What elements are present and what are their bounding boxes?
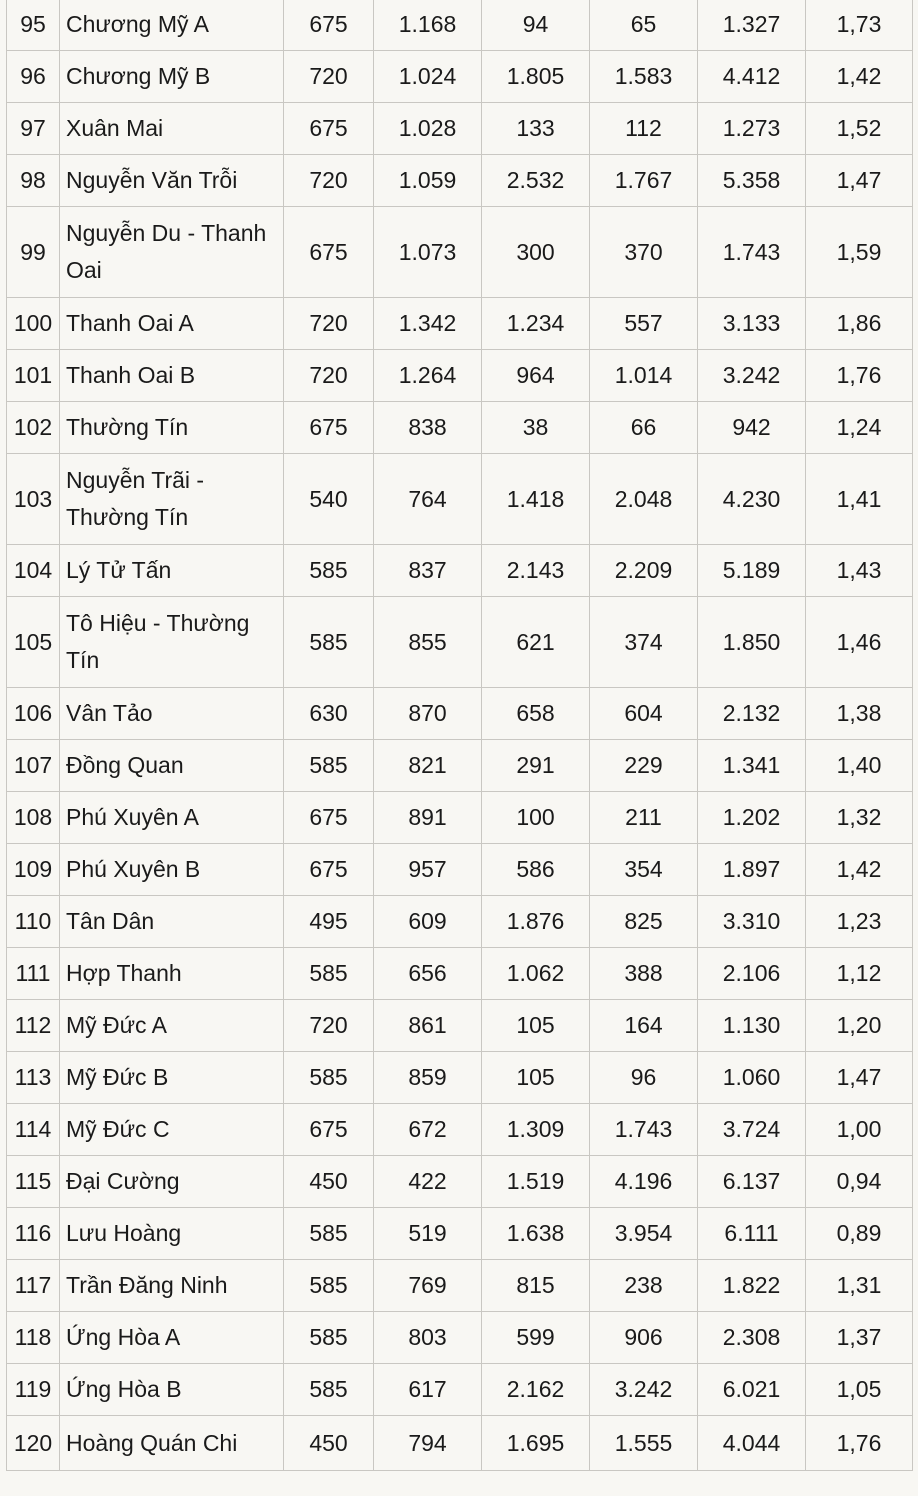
cell-value: 859 <box>374 1052 482 1104</box>
row-number: 111 <box>7 948 60 1000</box>
school-name: Nguyễn Trãi - Thường Tín <box>60 454 284 545</box>
cell-value: 388 <box>590 948 698 1000</box>
school-name: Xuân Mai <box>60 103 284 155</box>
cell-value: 1,59 <box>806 207 913 298</box>
row-number: 118 <box>7 1312 60 1364</box>
row-number: 109 <box>7 844 60 896</box>
cell-value: 1.073 <box>374 207 482 298</box>
cell-value: 422 <box>374 1156 482 1208</box>
cell-value: 4.412 <box>698 51 806 103</box>
cell-value: 540 <box>284 454 374 545</box>
cell-value: 675 <box>284 0 374 51</box>
row-number: 112 <box>7 1000 60 1052</box>
row-number: 120 <box>7 1416 60 1471</box>
cell-value: 855 <box>374 597 482 688</box>
table-row <box>7 1312 913 1364</box>
school-name: Tô Hiệu - Thường Tín <box>60 597 284 688</box>
cell-value: 720 <box>284 51 374 103</box>
cell-value: 609 <box>374 896 482 948</box>
cell-value: 2.132 <box>698 688 806 740</box>
cell-value: 656 <box>374 948 482 1000</box>
cell-value: 837 <box>374 545 482 597</box>
cell-value: 354 <box>590 844 698 896</box>
cell-value: 238 <box>590 1260 698 1312</box>
table-row <box>7 688 913 740</box>
cell-value: 1,43 <box>806 545 913 597</box>
row-number: 106 <box>7 688 60 740</box>
school-name: Tân Dân <box>60 896 284 948</box>
row-number: 95 <box>7 0 60 51</box>
cell-value: 585 <box>284 1052 374 1104</box>
school-name: Ứng Hòa B <box>60 1364 284 1416</box>
row-number: 105 <box>7 597 60 688</box>
cell-value: 764 <box>374 454 482 545</box>
cell-value: 803 <box>374 1312 482 1364</box>
cell-value: 794 <box>374 1416 482 1471</box>
cell-value: 2.106 <box>698 948 806 1000</box>
row-number: 107 <box>7 740 60 792</box>
table-row <box>7 740 913 792</box>
cell-value: 1.897 <box>698 844 806 896</box>
cell-value: 1.743 <box>590 1104 698 1156</box>
row-number: 98 <box>7 155 60 207</box>
cell-value: 374 <box>590 597 698 688</box>
cell-value: 1.130 <box>698 1000 806 1052</box>
cell-value: 4.196 <box>590 1156 698 1208</box>
cell-value: 3.724 <box>698 1104 806 1156</box>
table-row <box>7 454 913 545</box>
table-row <box>7 51 913 103</box>
cell-value: 6.021 <box>698 1364 806 1416</box>
table-row <box>7 844 913 896</box>
school-name: Mỹ Đức C <box>60 1104 284 1156</box>
cell-value: 2.532 <box>482 155 590 207</box>
cell-value: 3.242 <box>590 1364 698 1416</box>
table-row <box>7 545 913 597</box>
cell-value: 1,31 <box>806 1260 913 1312</box>
cell-value: 1,76 <box>806 1416 913 1471</box>
cell-value: 0,89 <box>806 1208 913 1260</box>
cell-value: 1,52 <box>806 103 913 155</box>
cell-value: 1,42 <box>806 844 913 896</box>
cell-value: 1,41 <box>806 454 913 545</box>
row-number: 110 <box>7 896 60 948</box>
cell-value: 1.695 <box>482 1416 590 1471</box>
table-row <box>7 155 913 207</box>
row-number: 96 <box>7 51 60 103</box>
cell-value: 96 <box>590 1052 698 1104</box>
row-number: 97 <box>7 103 60 155</box>
cell-value: 815 <box>482 1260 590 1312</box>
row-number: 103 <box>7 454 60 545</box>
school-enrollment-table <box>6 0 913 1471</box>
cell-value: 1.028 <box>374 103 482 155</box>
table-row <box>7 103 913 155</box>
cell-value: 1.876 <box>482 896 590 948</box>
cell-value: 720 <box>284 298 374 350</box>
row-number: 116 <box>7 1208 60 1260</box>
cell-value: 621 <box>482 597 590 688</box>
cell-value: 838 <box>374 402 482 454</box>
cell-value: 0,94 <box>806 1156 913 1208</box>
cell-value: 675 <box>284 103 374 155</box>
cell-value: 630 <box>284 688 374 740</box>
cell-value: 891 <box>374 792 482 844</box>
cell-value: 675 <box>284 402 374 454</box>
cell-value: 2.048 <box>590 454 698 545</box>
school-name: Đồng Quan <box>60 740 284 792</box>
cell-value: 1.519 <box>482 1156 590 1208</box>
cell-value: 720 <box>284 1000 374 1052</box>
cell-value: 585 <box>284 545 374 597</box>
cell-value: 1,40 <box>806 740 913 792</box>
table-row <box>7 792 913 844</box>
row-number: 115 <box>7 1156 60 1208</box>
cell-value: 1.418 <box>482 454 590 545</box>
cell-value: 66 <box>590 402 698 454</box>
table-row <box>7 1156 913 1208</box>
school-name: Trần Đăng Ninh <box>60 1260 284 1312</box>
school-name: Đại Cường <box>60 1156 284 1208</box>
table-row <box>7 896 913 948</box>
table-row <box>7 1364 913 1416</box>
cell-value: 164 <box>590 1000 698 1052</box>
cell-value: 3.242 <box>698 350 806 402</box>
cell-value: 585 <box>284 948 374 1000</box>
cell-value: 94 <box>482 0 590 51</box>
cell-value: 1,32 <box>806 792 913 844</box>
table-row <box>7 0 913 51</box>
row-number: 104 <box>7 545 60 597</box>
cell-value: 1.805 <box>482 51 590 103</box>
school-name: Thanh Oai B <box>60 350 284 402</box>
cell-value: 1.014 <box>590 350 698 402</box>
cell-value: 1.743 <box>698 207 806 298</box>
school-name: Hợp Thanh <box>60 948 284 1000</box>
table-row <box>7 948 913 1000</box>
cell-value: 495 <box>284 896 374 948</box>
school-name: Vân Tảo <box>60 688 284 740</box>
cell-value: 585 <box>284 1208 374 1260</box>
school-name: Chương Mỹ A <box>60 0 284 51</box>
cell-value: 942 <box>698 402 806 454</box>
school-name: Lý Tử Tấn <box>60 545 284 597</box>
cell-value: 861 <box>374 1000 482 1052</box>
cell-value: 65 <box>590 0 698 51</box>
cell-value: 1,05 <box>806 1364 913 1416</box>
cell-value: 658 <box>482 688 590 740</box>
cell-value: 450 <box>284 1416 374 1471</box>
row-number: 113 <box>7 1052 60 1104</box>
cell-value: 1,38 <box>806 688 913 740</box>
cell-value: 672 <box>374 1104 482 1156</box>
table-row <box>7 402 913 454</box>
cell-value: 1.059 <box>374 155 482 207</box>
table-row <box>7 597 913 688</box>
cell-value: 112 <box>590 103 698 155</box>
row-number: 114 <box>7 1104 60 1156</box>
cell-value: 1,37 <box>806 1312 913 1364</box>
table-row <box>7 1104 913 1156</box>
cell-value: 675 <box>284 1104 374 1156</box>
cell-value: 675 <box>284 792 374 844</box>
school-name: Ứng Hòa A <box>60 1312 284 1364</box>
cell-value: 1.062 <box>482 948 590 1000</box>
cell-value: 957 <box>374 844 482 896</box>
cell-value: 291 <box>482 740 590 792</box>
school-name: Phú Xuyên B <box>60 844 284 896</box>
cell-value: 1.638 <box>482 1208 590 1260</box>
school-name: Thanh Oai A <box>60 298 284 350</box>
cell-value: 229 <box>590 740 698 792</box>
table-row <box>7 298 913 350</box>
cell-value: 3.133 <box>698 298 806 350</box>
cell-value: 769 <box>374 1260 482 1312</box>
school-name: Thường Tín <box>60 402 284 454</box>
cell-value: 211 <box>590 792 698 844</box>
cell-value: 1,76 <box>806 350 913 402</box>
cell-value: 1,46 <box>806 597 913 688</box>
row-number: 101 <box>7 350 60 402</box>
cell-value: 964 <box>482 350 590 402</box>
cell-value: 675 <box>284 207 374 298</box>
cell-value: 1,20 <box>806 1000 913 1052</box>
cell-value: 2.162 <box>482 1364 590 1416</box>
cell-value: 1.327 <box>698 0 806 51</box>
cell-value: 1,47 <box>806 155 913 207</box>
row-number: 100 <box>7 298 60 350</box>
cell-value: 617 <box>374 1364 482 1416</box>
cell-value: 5.189 <box>698 545 806 597</box>
cell-value: 4.044 <box>698 1416 806 1471</box>
cell-value: 675 <box>284 844 374 896</box>
cell-value: 519 <box>374 1208 482 1260</box>
cell-value: 1,73 <box>806 0 913 51</box>
table-row <box>7 1000 913 1052</box>
row-number: 119 <box>7 1364 60 1416</box>
cell-value: 1.850 <box>698 597 806 688</box>
cell-value: 100 <box>482 792 590 844</box>
cell-value: 1.767 <box>590 155 698 207</box>
cell-value: 1.060 <box>698 1052 806 1104</box>
cell-value: 599 <box>482 1312 590 1364</box>
cell-value: 4.230 <box>698 454 806 545</box>
cell-value: 3.954 <box>590 1208 698 1260</box>
cell-value: 1.234 <box>482 298 590 350</box>
cell-value: 1.309 <box>482 1104 590 1156</box>
cell-value: 450 <box>284 1156 374 1208</box>
school-name: Chương Mỹ B <box>60 51 284 103</box>
cell-value: 1.273 <box>698 103 806 155</box>
cell-value: 870 <box>374 688 482 740</box>
cell-value: 604 <box>590 688 698 740</box>
school-name: Hoàng Quán Chi <box>60 1416 284 1471</box>
cell-value: 6.111 <box>698 1208 806 1260</box>
table-row <box>7 1260 913 1312</box>
cell-value: 585 <box>284 1312 374 1364</box>
cell-value: 5.358 <box>698 155 806 207</box>
school-name: Nguyễn Du - Thanh Oai <box>60 207 284 298</box>
table-row <box>7 207 913 298</box>
cell-value: 720 <box>284 155 374 207</box>
cell-value: 1,42 <box>806 51 913 103</box>
cell-value: 1,00 <box>806 1104 913 1156</box>
table-row <box>7 1052 913 1104</box>
row-number: 99 <box>7 207 60 298</box>
cell-value: 6.137 <box>698 1156 806 1208</box>
cell-value: 1.341 <box>698 740 806 792</box>
cell-value: 300 <box>482 207 590 298</box>
cell-value: 370 <box>590 207 698 298</box>
school-name: Mỹ Đức A <box>60 1000 284 1052</box>
cell-value: 585 <box>284 597 374 688</box>
cell-value: 105 <box>482 1000 590 1052</box>
cell-value: 585 <box>284 1364 374 1416</box>
table-body <box>7 0 913 1471</box>
cell-value: 1.168 <box>374 0 482 51</box>
cell-value: 2.308 <box>698 1312 806 1364</box>
cell-value: 1,47 <box>806 1052 913 1104</box>
cell-value: 2.209 <box>590 545 698 597</box>
cell-value: 1.342 <box>374 298 482 350</box>
cell-value: 557 <box>590 298 698 350</box>
school-name: Lưu Hoàng <box>60 1208 284 1260</box>
school-name: Nguyễn Văn Trỗi <box>60 155 284 207</box>
cell-value: 38 <box>482 402 590 454</box>
cell-value: 3.310 <box>698 896 806 948</box>
row-number: 102 <box>7 402 60 454</box>
cell-value: 1.202 <box>698 792 806 844</box>
table-row <box>7 350 913 402</box>
cell-value: 1,86 <box>806 298 913 350</box>
cell-value: 1,24 <box>806 402 913 454</box>
cell-value: 1.822 <box>698 1260 806 1312</box>
school-name: Phú Xuyên A <box>60 792 284 844</box>
school-name: Mỹ Đức B <box>60 1052 284 1104</box>
cell-value: 1,12 <box>806 948 913 1000</box>
row-number: 117 <box>7 1260 60 1312</box>
cell-value: 1,23 <box>806 896 913 948</box>
cell-value: 2.143 <box>482 545 590 597</box>
cell-value: 585 <box>284 740 374 792</box>
cell-value: 720 <box>284 350 374 402</box>
cell-value: 1.024 <box>374 51 482 103</box>
cell-value: 1.583 <box>590 51 698 103</box>
cell-value: 133 <box>482 103 590 155</box>
table-row <box>7 1208 913 1260</box>
cell-value: 105 <box>482 1052 590 1104</box>
cell-value: 821 <box>374 740 482 792</box>
cell-value: 1.264 <box>374 350 482 402</box>
cell-value: 585 <box>284 1260 374 1312</box>
cell-value: 586 <box>482 844 590 896</box>
row-number: 108 <box>7 792 60 844</box>
cell-value: 906 <box>590 1312 698 1364</box>
cell-value: 1.555 <box>590 1416 698 1471</box>
cell-value: 825 <box>590 896 698 948</box>
table-row <box>7 1416 913 1471</box>
